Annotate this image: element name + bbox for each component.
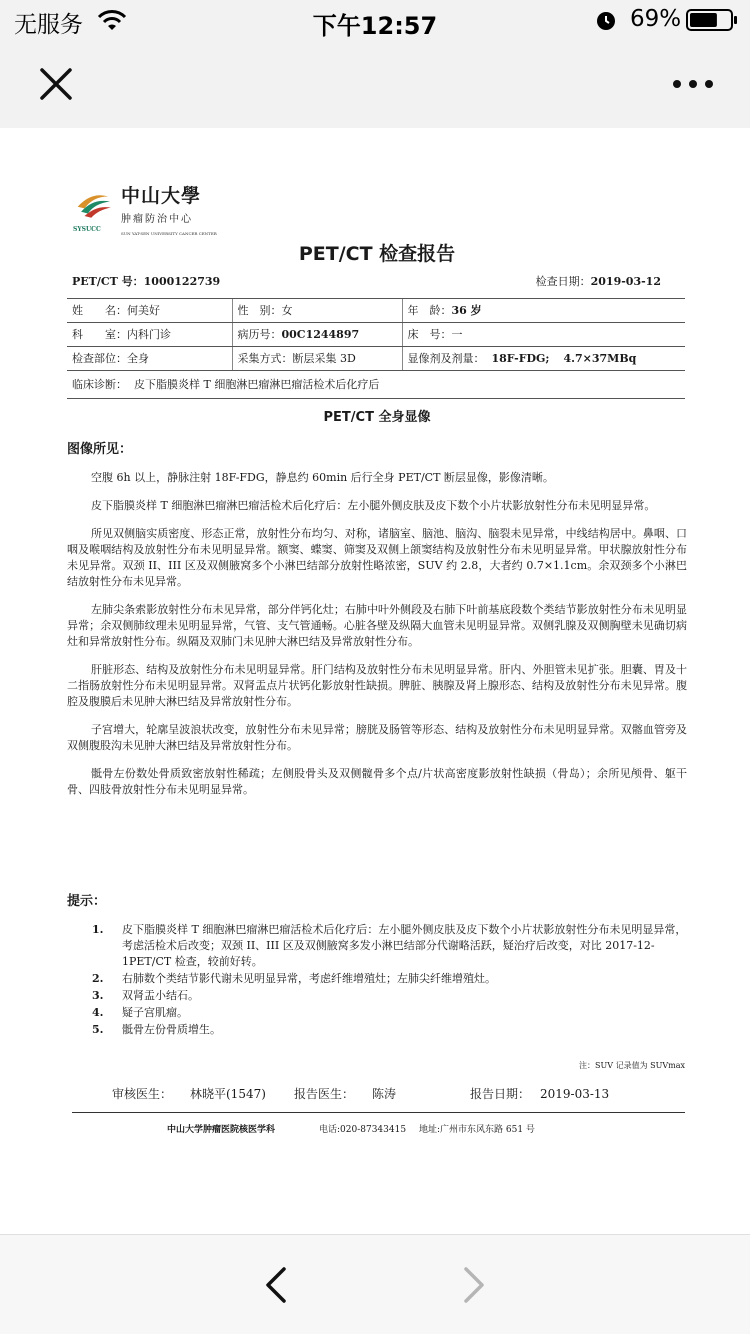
document-viewer[interactable]: [0, 128, 750, 1234]
findings-paragraph: 左肺尖条索影放射性分布未见异常，部分伴钙化灶；右肺中叶外侧段及右肺下叶前基底段数个类结节影放射性分布未见明显异常；余双侧肺纹理未见明显异常，气管、支气管通畅。心脏各壁及纵隔大血管未见明显异常。双侧乳腺及双侧胸壁未见确切病灶和异常放射性分布。纵隔及双肺门未见肿大淋巴结及异常放射性分布。: [67, 603, 687, 648]
table-row: [67, 323, 685, 347]
clock: 下午12:57: [312, 12, 438, 40]
findings-paragraph: 所见双侧脑实质密度、形态正常，放射性分布均匀、对称，诸脑室、脑池、脑沟、脑裂未见异常，中线结构居中。鼻咽、口咽及喉咽结构及放射性分布未见明显异常。额窦、蝶窦、筛窦及双侧上颌窦结构及放射性分布未见明显异常。甲状腺放射性分布未见异常。双颈 II、III 区及双侧腋窝多个小淋巴结部分放射性略浓密，SUV 约 2.8，大者约 0.7×1.1cm。余双颈多个小淋巴结放射性分布未见异常。: [67, 527, 687, 588]
list-item: 5. 骶骨左份骨质增生。: [92, 1023, 221, 1036]
patient-dept: 内科门诊: [127, 327, 171, 341]
report-meta: [67, 274, 687, 290]
impressions-list: [92, 922, 687, 1039]
exam-part: 全身: [127, 351, 149, 365]
forward-button[interactable]: [454, 1263, 494, 1307]
patient-name: 何美好: [127, 303, 160, 317]
status-bar: [0, 0, 750, 40]
footer-phone: 电话:020-87343415: [319, 1125, 407, 1135]
method-label: 采集方式：: [237, 351, 293, 365]
logo-abbr: SYSUCC: [73, 226, 101, 233]
battery-icon: [686, 9, 738, 31]
section-title: PET/CT 全身显像: [323, 410, 431, 425]
footer-dept: 中山大学肿瘤医院核医学科: [167, 1125, 276, 1135]
report-title: PET/CT 检查报告: [298, 243, 456, 265]
dept-label: 科 室：: [72, 327, 127, 341]
footer-divider: [72, 1112, 685, 1113]
findings-paragraph: 空腹 6h 以上，静脉注射 18F-FDG，静息约 60min 后行全身 PET/CT 断层显像，影像清晰。: [91, 471, 554, 484]
exam-date: 2019-03-12: [590, 275, 661, 288]
sex-label: 性 别：: [237, 303, 282, 317]
list-item: 4. 疑子宫肌瘤。: [92, 1006, 188, 1019]
hospital-logo: [71, 185, 217, 238]
alarm-icon: [594, 8, 618, 32]
age-label: 年 龄：: [407, 303, 452, 317]
nav-bar: [0, 40, 750, 128]
report-date-label: 报告日期：: [470, 1087, 531, 1101]
findings-paragraph: 皮下脂膜炎样 T 细胞淋巴瘤淋巴瘤活检术后化疗后：左小腿外侧皮肤及皮下数个小片状影放射性分布未见明显异常。: [91, 499, 656, 512]
document-footer: [167, 1122, 637, 1136]
back-button[interactable]: [256, 1263, 296, 1307]
impression-heading: 提示：: [67, 894, 107, 909]
diagnosis-text: 皮下脂膜炎样 T 细胞淋巴瘤淋巴瘤活检术后化疗后: [134, 378, 380, 391]
hospital-english-name: SUN YAT-SEN UNIVERSITY CANCER CENTER: [121, 231, 217, 236]
exam-part-label: 检查部位：: [72, 351, 127, 365]
list-item: 1. 皮下脂膜炎样 T 细胞淋巴瘤淋巴瘤活检术后化疗后：左小腿外侧皮肤及皮下数个小片状影放射性分布未见明显异常，考虑活检术后改变；双颈 II、III 区及双侧腋窝多发小淋巴结部分代谢略活跃，疑治疗后改变，对比 2017-12-1PET/CT 检查，较前好转。: [92, 923, 687, 968]
table-row: [67, 299, 685, 323]
findings-paragraph: 骶骨左份数处骨质致密放射性稀疏；左侧股骨头及双侧髋骨多个点/片状高密度影放射性缺损（骨岛）；余所见颅骨、躯干骨、四肢骨放射性分布未见明显异常。: [67, 767, 687, 796]
signature-row: [112, 1086, 672, 1104]
case-no-label: 病历号：: [237, 327, 282, 341]
agent-label: 显像剂及剂量：: [407, 351, 485, 365]
reviewer-label: 审核医生：: [112, 1087, 173, 1101]
petct-no: 1000122739: [143, 275, 221, 288]
list-item: 2. 右肺数个类结节影代谢未见明显异常，考虑纤维增殖灶；左肺尖纤维增殖灶。: [92, 972, 496, 985]
battery-percent: 69%: [630, 6, 682, 32]
case-number: 00C1244897: [281, 327, 360, 341]
list-item: 3. 双肾盂小结石。: [92, 989, 199, 1002]
carrier-label: 无服务: [14, 12, 83, 38]
findings-section: [67, 470, 687, 810]
reporter-label: 报告医生：: [294, 1087, 355, 1101]
patient-sex: 女: [281, 303, 293, 317]
findings-paragraph: 子宫增大，轮廓呈波浪状改变，放射性分布未见异常；膀胱及肠管等形态、结构及放射性分布未见明显异常。双髂血管旁及双侧腹股沟未见肿大淋巴结及异常放射性分布。: [67, 723, 687, 752]
tracer-dose: 4.7×37MBq: [563, 351, 637, 365]
clinical-diagnosis: [67, 373, 685, 399]
patient-age: 36 岁: [451, 303, 482, 317]
acquisition-method: 断层采集 3D: [292, 351, 356, 365]
footer-address: 地址:广州市东风东路 651 号: [419, 1125, 535, 1135]
reporter-name: 陈涛: [372, 1087, 397, 1101]
exam-date-label: 检查日期：: [535, 275, 591, 288]
more-options-button[interactable]: [668, 70, 718, 98]
diagnosis-label: 临床诊断：: [72, 378, 127, 391]
name-label: 姓 名：: [72, 303, 127, 317]
patient-info-table: [67, 298, 685, 371]
findings-paragraph: 肝脏形态、结构及放射性分布未见明显异常。肝门结构及放射性分布未见明显异常。肝内、外胆管未见扩张。胆囊、胃及十二指肠放射性分布未见明显异常。双肾盂点片状钙化影放射性缺损。脾脏、胰腺及肾上腺形态、结构及放射性分布未见异常。腹腔及腹膜后未见肿大淋巴结及异常放射性分布。: [67, 663, 687, 708]
hospital-name: 中山大學: [121, 185, 202, 207]
table-row: [67, 347, 685, 371]
logo-emblem-icon: [71, 188, 115, 222]
bed-label: 床 号：: [407, 327, 452, 341]
bed-number: 一: [451, 327, 463, 341]
reviewer-name: 林晓平(1547): [190, 1087, 266, 1101]
petct-no-label: PET/CT 号：: [72, 275, 144, 288]
hospital-subname: 肿瘤防治中心: [121, 214, 193, 225]
bottom-toolbar: [0, 1234, 750, 1334]
findings-heading: 图像所见：: [67, 442, 133, 457]
tracer-agent: 18F-FDG;: [491, 351, 550, 365]
close-button[interactable]: [34, 62, 78, 106]
suv-note: 注：SUV 记录值为 SUVmax: [579, 1061, 685, 1070]
report-date: 2019-03-13: [540, 1087, 610, 1101]
